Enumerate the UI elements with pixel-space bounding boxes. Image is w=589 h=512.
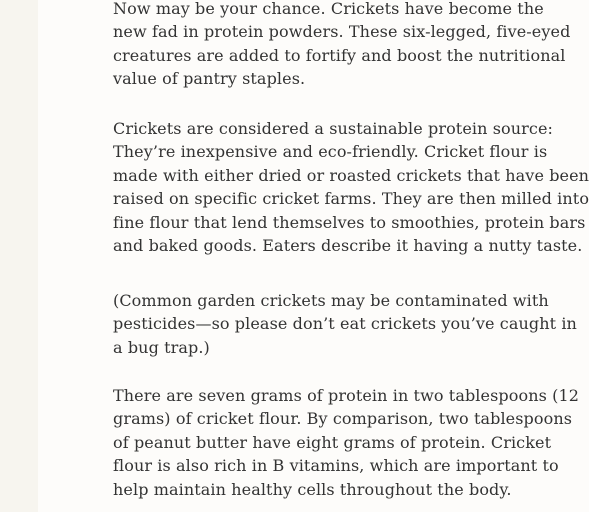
article-paragraph (113, 117, 589, 257)
paragraph-line: (Common garden crickets may be contaminated with (113, 291, 549, 310)
paragraph-line: of peanut butter have eight grams of protein. Cricket (113, 432, 552, 452)
paragraph-line: new fad in protein powders. These six-legged, five-eyed (113, 22, 571, 42)
paragraph-line: Crickets are considered a sustainable protein source: (113, 119, 554, 138)
paragraph-line: grams) of cricket flour. By comparison, two tablespoons (113, 409, 573, 429)
paragraph-line: There are seven grams of protein in two tablespoons (12 (113, 386, 580, 405)
paragraph-line: pesticides—so please don’t eat crickets you’ve caught in (113, 314, 577, 334)
paragraph-line: made with either dried or roasted crickets that have been (113, 165, 589, 185)
article-paragraph (113, 384, 579, 501)
paragraph-line: creatures are added to fortify and boost the nutritional (113, 45, 566, 65)
paragraph-line: value of pantry staples. (113, 69, 306, 89)
paragraph-line: help maintain healthy cells throughout the body. (113, 479, 512, 499)
paragraph-line: fine flour that lend themselves to smoothies, protein bars (113, 212, 586, 232)
paragraph-line: raised on specific cricket farms. They are then milled into (113, 189, 589, 209)
article-paragraph (113, 0, 570, 91)
paragraph-line: flour is also rich in B vitamins, which are important to (113, 456, 559, 476)
paragraph-line: Now may be your chance. Crickets have become the (113, 0, 544, 18)
paragraph-line: and baked goods. Eaters describe it having a nutty taste. (113, 236, 583, 256)
paragraph-line: a bug trap.) (113, 337, 210, 357)
article-paragraph (113, 289, 577, 359)
paragraph-line: They’re inexpensive and eco-friendly. Cricket flour is (113, 142, 548, 162)
page-left-margin (0, 0, 38, 512)
